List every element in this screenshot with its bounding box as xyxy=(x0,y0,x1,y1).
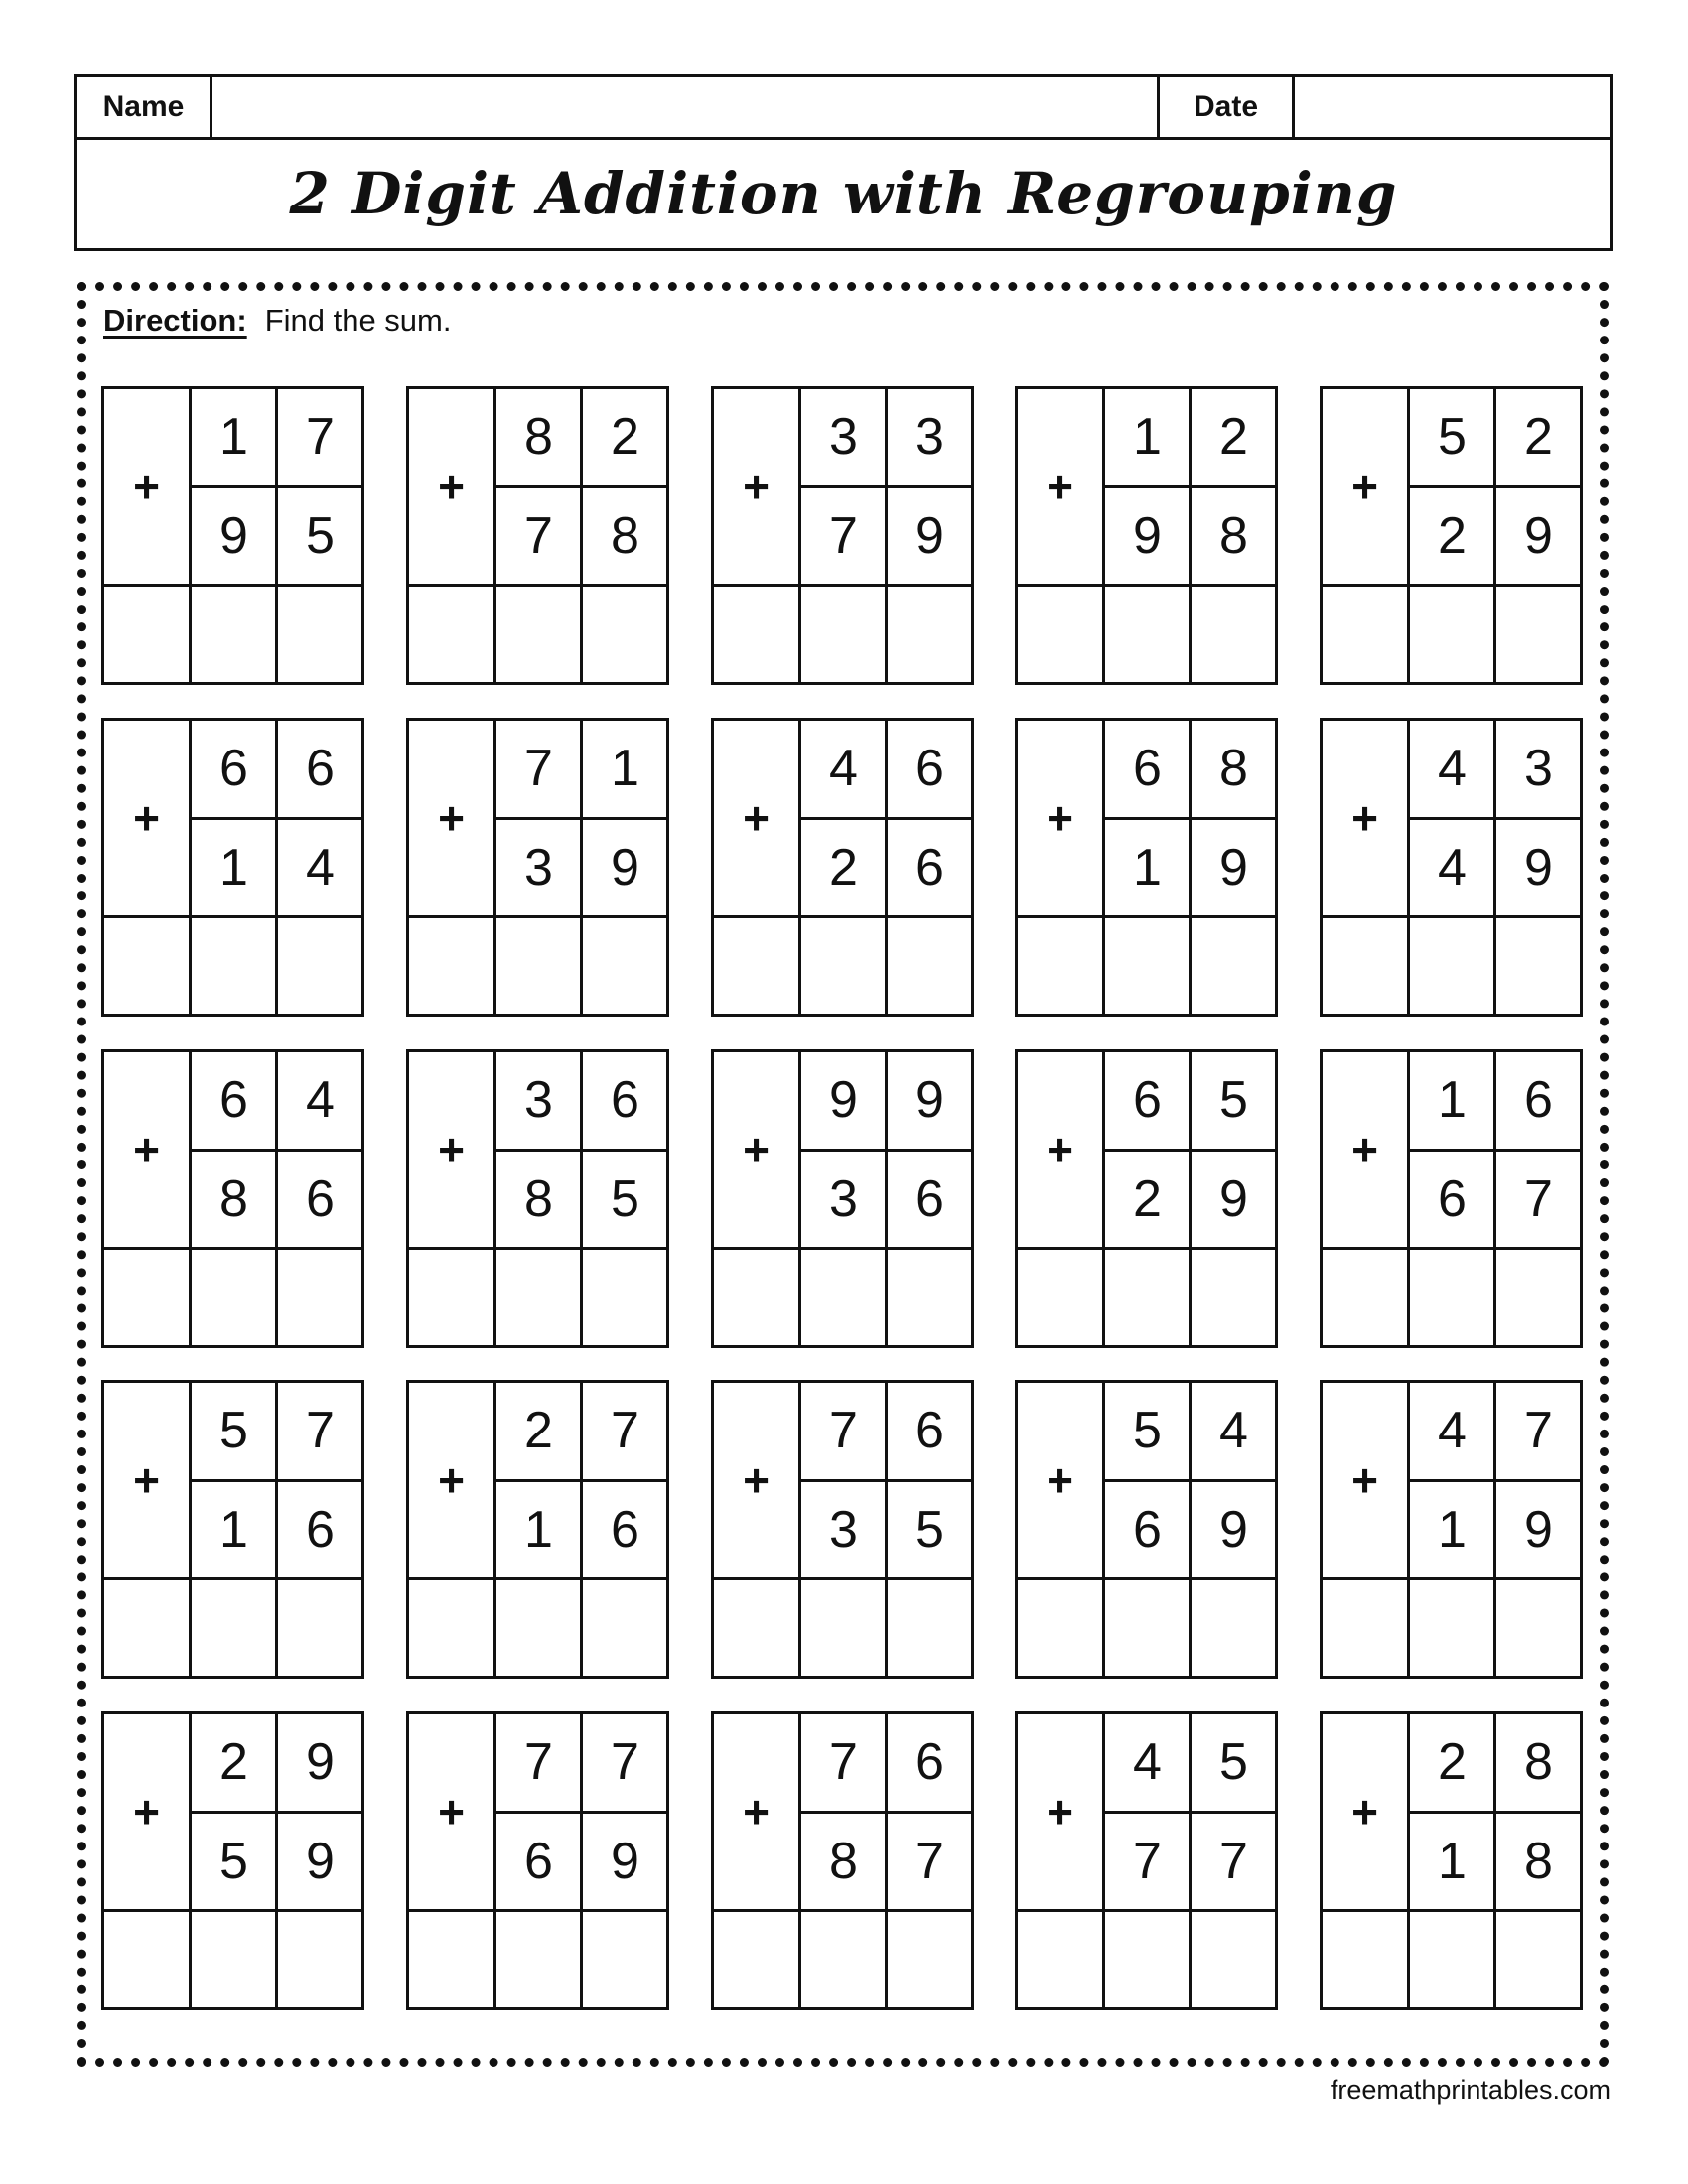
problem-box xyxy=(101,1380,364,1679)
addend-ones-digit: 7 xyxy=(1219,1833,1248,1890)
answer-cell[interactable] xyxy=(496,587,580,682)
answer-cell[interactable] xyxy=(104,918,189,1014)
addend-tens-digit: 6 xyxy=(524,1833,553,1890)
addend-tens-digit: 8 xyxy=(524,408,553,466)
addend-ones-digit: 7 xyxy=(611,1733,639,1791)
problem-box xyxy=(1320,1711,1583,2010)
problem-box xyxy=(101,1049,364,1348)
addend-tens-digit: 6 xyxy=(1133,1071,1162,1129)
addend-ones-digit: 6 xyxy=(611,1501,639,1559)
addend-ones-digit: 9 xyxy=(915,1071,944,1129)
answer-cell[interactable] xyxy=(888,918,971,1014)
answer-cell[interactable] xyxy=(409,1912,493,2007)
plus-sign: + xyxy=(1047,1124,1073,1175)
answer-cell[interactable] xyxy=(1410,1250,1493,1345)
answer-cell[interactable] xyxy=(801,918,885,1014)
direction-text: Find the sum. xyxy=(264,303,452,338)
addend-tens-digit: 1 xyxy=(219,408,248,466)
worksheet-header xyxy=(74,74,1613,251)
answer-cell[interactable] xyxy=(1323,918,1407,1014)
addend-tens-digit: 5 xyxy=(219,1833,248,1890)
addend-tens-digit: 8 xyxy=(219,1170,248,1228)
answer-cell[interactable] xyxy=(583,1580,666,1676)
answer-cell[interactable] xyxy=(1105,1580,1189,1676)
answer-cell[interactable] xyxy=(192,918,275,1014)
addend-ones-digit: 6 xyxy=(306,1501,335,1559)
plus-sign: + xyxy=(1351,461,1378,512)
addend-tens-digit: 2 xyxy=(219,1733,248,1791)
plus-sign: + xyxy=(743,1124,770,1175)
problem-box xyxy=(1320,386,1583,685)
addend-tens-digit: 7 xyxy=(524,740,553,797)
plus-sign: + xyxy=(743,461,770,512)
answer-cell[interactable] xyxy=(1105,918,1189,1014)
addend-tens-digit: 3 xyxy=(524,1071,553,1129)
answer-cell[interactable] xyxy=(801,587,885,682)
addend-tens-digit: 5 xyxy=(219,1402,248,1459)
plus-sign: + xyxy=(438,1786,465,1838)
problem-box xyxy=(406,1711,669,2010)
answer-cell[interactable] xyxy=(714,1912,798,2007)
addend-ones-digit: 7 xyxy=(611,1402,639,1459)
answer-cell[interactable] xyxy=(278,587,361,682)
problem-box xyxy=(1015,1049,1278,1348)
plus-sign: + xyxy=(1047,461,1073,512)
plus-sign: + xyxy=(1047,792,1073,844)
answer-cell[interactable] xyxy=(1105,1912,1189,2007)
problem-box xyxy=(101,386,364,685)
plus-sign: + xyxy=(438,1454,465,1506)
addend-tens-digit: 2 xyxy=(524,1402,553,1459)
addend-ones-digit: 6 xyxy=(306,740,335,797)
problem-box xyxy=(1320,1049,1583,1348)
answer-cell[interactable] xyxy=(278,918,361,1014)
problem-grid xyxy=(101,386,1583,2010)
answer-cell[interactable] xyxy=(1192,918,1275,1014)
answer-cell[interactable] xyxy=(1323,587,1407,682)
addend-tens-digit: 1 xyxy=(1133,839,1162,896)
answer-cell[interactable] xyxy=(1496,1912,1580,2007)
answer-cell[interactable] xyxy=(888,1580,971,1676)
addend-tens-digit: 5 xyxy=(1133,1402,1162,1459)
name-label: Name xyxy=(77,77,212,137)
answer-cell[interactable] xyxy=(1323,1580,1407,1676)
answer-cell[interactable] xyxy=(1192,1580,1275,1676)
answer-cell[interactable] xyxy=(1018,918,1102,1014)
addend-ones-digit: 3 xyxy=(1524,740,1553,797)
plus-sign: + xyxy=(1047,1786,1073,1838)
addend-ones-digit: 7 xyxy=(1524,1402,1553,1459)
problem-box xyxy=(1015,718,1278,1017)
answer-cell[interactable] xyxy=(583,1912,666,2007)
answer-cell[interactable] xyxy=(104,1912,189,2007)
addend-ones-digit: 6 xyxy=(915,839,944,896)
answer-cell[interactable] xyxy=(1018,587,1102,682)
addend-tens-digit: 5 xyxy=(1438,408,1467,466)
plus-sign: + xyxy=(438,1124,465,1175)
problem-box xyxy=(1320,718,1583,1017)
answer-cell[interactable] xyxy=(1018,1580,1102,1676)
answer-cell[interactable] xyxy=(278,1250,361,1345)
answer-cell[interactable] xyxy=(1410,587,1493,682)
answer-cell[interactable] xyxy=(1105,587,1189,682)
addend-ones-digit: 4 xyxy=(306,839,335,896)
addend-ones-digit: 5 xyxy=(915,1501,944,1559)
answer-cell[interactable] xyxy=(409,1580,493,1676)
plus-sign: + xyxy=(743,792,770,844)
problem-box xyxy=(1015,1380,1278,1679)
header-row xyxy=(77,77,1610,140)
addend-ones-digit: 7 xyxy=(306,408,335,466)
answer-cell[interactable] xyxy=(1192,1250,1275,1345)
answer-cell[interactable] xyxy=(1018,1912,1102,2007)
problem-box xyxy=(406,1049,669,1348)
answer-cell[interactable] xyxy=(409,1250,493,1345)
addend-ones-digit: 9 xyxy=(306,1833,335,1890)
addend-tens-digit: 1 xyxy=(1438,1071,1467,1129)
direction xyxy=(103,303,452,339)
name-field[interactable] xyxy=(212,77,1160,137)
answer-cell[interactable] xyxy=(1410,1912,1493,2007)
addend-ones-digit: 6 xyxy=(1524,1071,1553,1129)
addend-tens-digit: 1 xyxy=(219,839,248,896)
addend-ones-digit: 8 xyxy=(1219,740,1248,797)
answer-cell[interactable] xyxy=(104,587,189,682)
answer-cell[interactable] xyxy=(496,918,580,1014)
addend-ones-digit: 8 xyxy=(1524,1833,1553,1890)
answer-cell[interactable] xyxy=(801,1912,885,2007)
plus-sign: + xyxy=(1351,1786,1378,1838)
plus-sign: + xyxy=(133,1124,160,1175)
direction-label: Direction: xyxy=(103,303,247,338)
date-field[interactable] xyxy=(1295,77,1610,137)
addend-ones-digit: 5 xyxy=(611,1170,639,1228)
plus-sign: + xyxy=(743,1454,770,1506)
plus-sign: + xyxy=(1351,1124,1378,1175)
addend-ones-digit: 9 xyxy=(611,1833,639,1890)
addend-ones-digit: 9 xyxy=(611,839,639,896)
answer-cell[interactable] xyxy=(583,587,666,682)
plus-sign: + xyxy=(438,792,465,844)
addend-tens-digit: 3 xyxy=(829,1170,858,1228)
addend-ones-digit: 9 xyxy=(1219,1170,1248,1228)
answer-cell[interactable] xyxy=(278,1912,361,2007)
plus-sign: + xyxy=(133,792,160,844)
addend-ones-digit: 5 xyxy=(306,507,335,565)
answer-cell[interactable] xyxy=(1018,1250,1102,1345)
addend-ones-digit: 9 xyxy=(1219,839,1248,896)
addend-ones-digit: 8 xyxy=(1524,1733,1553,1791)
worksheet-title: 2 Digit Addition with Regrouping xyxy=(289,160,1398,227)
plus-sign: + xyxy=(1047,1454,1073,1506)
answer-cell[interactable] xyxy=(714,918,798,1014)
addend-ones-digit: 3 xyxy=(915,408,944,466)
addend-ones-digit: 8 xyxy=(1219,507,1248,565)
answer-cell[interactable] xyxy=(496,1250,580,1345)
answer-cell[interactable] xyxy=(1410,918,1493,1014)
addend-tens-digit: 1 xyxy=(1133,408,1162,466)
addend-tens-digit: 6 xyxy=(1438,1170,1467,1228)
answer-cell[interactable] xyxy=(583,918,666,1014)
addend-ones-digit: 2 xyxy=(1524,408,1553,466)
answer-cell[interactable] xyxy=(192,1580,275,1676)
addend-tens-digit: 7 xyxy=(524,507,553,565)
problem-box xyxy=(711,1049,974,1348)
answer-cell[interactable] xyxy=(278,1580,361,1676)
addend-tens-digit: 9 xyxy=(1133,507,1162,565)
plus-sign: + xyxy=(133,1786,160,1838)
addend-tens-digit: 2 xyxy=(1133,1170,1162,1228)
answer-cell[interactable] xyxy=(409,587,493,682)
plus-sign: + xyxy=(133,461,160,512)
answer-cell[interactable] xyxy=(1496,918,1580,1014)
addend-tens-digit: 7 xyxy=(829,1402,858,1459)
addend-ones-digit: 7 xyxy=(306,1402,335,1459)
addend-tens-digit: 4 xyxy=(1133,1733,1162,1791)
addend-tens-digit: 7 xyxy=(1133,1833,1162,1890)
addend-tens-digit: 6 xyxy=(1133,1501,1162,1559)
problem-box xyxy=(406,718,669,1017)
addend-tens-digit: 7 xyxy=(829,1733,858,1791)
addend-tens-digit: 1 xyxy=(524,1501,553,1559)
answer-cell[interactable] xyxy=(583,1250,666,1345)
plus-sign: + xyxy=(133,1454,160,1506)
answer-cell[interactable] xyxy=(1496,1580,1580,1676)
answer-cell[interactable] xyxy=(1105,1250,1189,1345)
addend-ones-digit: 9 xyxy=(915,507,944,565)
plus-sign: + xyxy=(438,461,465,512)
addend-tens-digit: 3 xyxy=(829,1501,858,1559)
answer-cell[interactable] xyxy=(1192,1912,1275,2007)
problem-box xyxy=(711,386,974,685)
addend-ones-digit: 6 xyxy=(915,1402,944,1459)
addend-tens-digit: 4 xyxy=(829,740,858,797)
addend-ones-digit: 4 xyxy=(306,1071,335,1129)
problem-box xyxy=(1015,386,1278,685)
addend-tens-digit: 2 xyxy=(1438,507,1467,565)
addend-ones-digit: 8 xyxy=(611,507,639,565)
addend-tens-digit: 6 xyxy=(1133,740,1162,797)
addend-tens-digit: 8 xyxy=(829,1833,858,1890)
footer-site: freemathprintables.com xyxy=(1330,2075,1611,2105)
answer-cell[interactable] xyxy=(888,1250,971,1345)
answer-cell[interactable] xyxy=(409,918,493,1014)
addend-tens-digit: 8 xyxy=(524,1170,553,1228)
plus-sign: + xyxy=(1351,1454,1378,1506)
addend-tens-digit: 1 xyxy=(219,1501,248,1559)
problem-box xyxy=(406,1380,669,1679)
answer-cell[interactable] xyxy=(104,1580,189,1676)
problem-box xyxy=(406,386,669,685)
addend-ones-digit: 2 xyxy=(1219,408,1248,466)
problem-box xyxy=(101,718,364,1017)
addend-tens-digit: 6 xyxy=(219,740,248,797)
addend-ones-digit: 9 xyxy=(1524,839,1553,896)
addend-ones-digit: 1 xyxy=(611,740,639,797)
answer-cell[interactable] xyxy=(104,1250,189,1345)
addend-tens-digit: 2 xyxy=(1438,1733,1467,1791)
addend-ones-digit: 9 xyxy=(306,1733,335,1791)
addend-tens-digit: 3 xyxy=(524,839,553,896)
addend-ones-digit: 7 xyxy=(1524,1170,1553,1228)
addend-tens-digit: 3 xyxy=(829,408,858,466)
answer-cell[interactable] xyxy=(1496,1250,1580,1345)
answer-cell[interactable] xyxy=(801,1250,885,1345)
addend-ones-digit: 6 xyxy=(306,1170,335,1228)
plus-sign: + xyxy=(743,1786,770,1838)
addend-tens-digit: 4 xyxy=(1438,740,1467,797)
problem-box xyxy=(1015,1711,1278,2010)
answer-cell[interactable] xyxy=(714,587,798,682)
answer-cell[interactable] xyxy=(1496,587,1580,682)
addend-tens-digit: 9 xyxy=(219,507,248,565)
addend-ones-digit: 7 xyxy=(915,1833,944,1890)
addend-ones-digit: 6 xyxy=(915,740,944,797)
answer-cell[interactable] xyxy=(496,1912,580,2007)
problem-box xyxy=(711,718,974,1017)
addend-ones-digit: 6 xyxy=(915,1170,944,1228)
answer-cell[interactable] xyxy=(888,587,971,682)
addend-ones-digit: 6 xyxy=(611,1071,639,1129)
addend-tens-digit: 4 xyxy=(1438,839,1467,896)
answer-cell[interactable] xyxy=(1192,587,1275,682)
answer-cell[interactable] xyxy=(714,1250,798,1345)
addend-ones-digit: 9 xyxy=(1524,1501,1553,1559)
answer-cell[interactable] xyxy=(192,1912,275,2007)
addend-tens-digit: 1 xyxy=(1438,1833,1467,1890)
answer-cell[interactable] xyxy=(801,1580,885,1676)
answer-cell[interactable] xyxy=(192,587,275,682)
problem-box xyxy=(101,1711,364,2010)
addend-ones-digit: 6 xyxy=(915,1733,944,1791)
addend-ones-digit: 2 xyxy=(611,408,639,466)
addend-ones-digit: 9 xyxy=(1524,507,1553,565)
addend-ones-digit: 4 xyxy=(1219,1402,1248,1459)
date-label: Date xyxy=(1160,77,1295,137)
answer-cell[interactable] xyxy=(888,1912,971,2007)
addend-tens-digit: 7 xyxy=(829,507,858,565)
addend-tens-digit: 6 xyxy=(219,1071,248,1129)
plus-sign: + xyxy=(1351,792,1378,844)
answer-cell[interactable] xyxy=(1323,1912,1407,2007)
addend-tens-digit: 9 xyxy=(829,1071,858,1129)
problem-box xyxy=(711,1380,974,1679)
addend-tens-digit: 7 xyxy=(524,1733,553,1791)
answer-cell[interactable] xyxy=(714,1580,798,1676)
addend-tens-digit: 1 xyxy=(1438,1501,1467,1559)
addend-ones-digit: 5 xyxy=(1219,1733,1248,1791)
addend-tens-digit: 2 xyxy=(829,839,858,896)
answer-cell[interactable] xyxy=(496,1580,580,1676)
problem-box xyxy=(711,1711,974,2010)
answer-cell[interactable] xyxy=(192,1250,275,1345)
addend-ones-digit: 9 xyxy=(1219,1501,1248,1559)
answer-cell[interactable] xyxy=(1323,1250,1407,1345)
answer-cell[interactable] xyxy=(1410,1580,1493,1676)
addend-tens-digit: 4 xyxy=(1438,1402,1467,1459)
addend-ones-digit: 5 xyxy=(1219,1071,1248,1129)
problem-box xyxy=(1320,1380,1583,1679)
